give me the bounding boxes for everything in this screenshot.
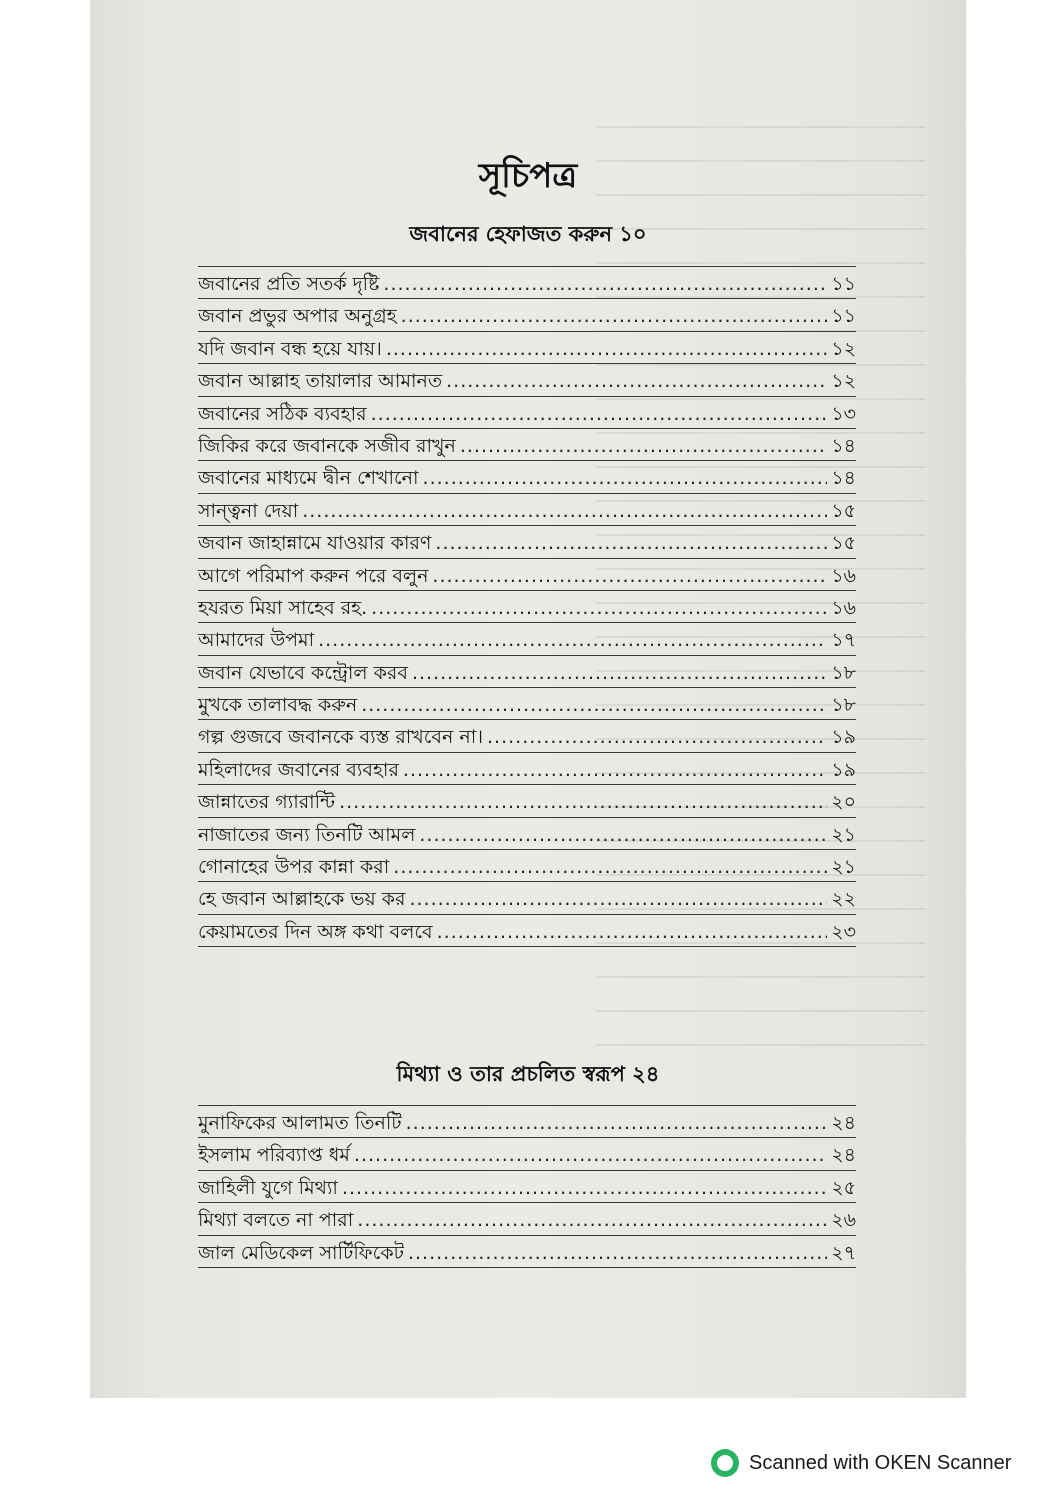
toc-entry [198, 298, 856, 330]
dot-leader [403, 759, 827, 781]
toc-entry [198, 1105, 856, 1137]
dot-leader [393, 856, 827, 878]
toc-entry-page-number: ১৩ [831, 402, 856, 425]
dot-leader [409, 888, 827, 910]
toc-entry-page-number: ১৫ [831, 532, 856, 555]
toc-entry-title: গোনাহের উপর কান্না করা [198, 856, 390, 879]
dot-leader [383, 273, 827, 295]
scanned-book-page [90, 0, 966, 1398]
toc-entry-page-number: ১১ [831, 273, 856, 295]
toc-entry [198, 655, 856, 687]
toc-entry-title: হে জবান আল্লাহকে ভয় কর [198, 888, 406, 911]
toc-entry-page-number: ১৪ [831, 434, 856, 457]
toc-entry [198, 493, 856, 525]
toc-entry [198, 881, 856, 913]
dot-leader [371, 403, 828, 425]
toc-entry-page-number: ১৬ [831, 596, 856, 619]
toc-entry-title: যদি জবান বন্ধ হয়ে যায়। [198, 337, 382, 360]
section-heading-2: মিথ্যা ও তার প্রচলিত স্বরূপ ২৪ [396, 1062, 660, 1086]
toc-entry-title: সান্ত্বনা দেয়া [198, 499, 299, 522]
toc-entry [198, 1170, 856, 1202]
dot-leader [361, 694, 827, 716]
toc-entry [198, 1235, 856, 1268]
dot-leader [357, 1209, 827, 1231]
toc-entry-page-number: ২১ [831, 856, 856, 879]
toc-entry-title: জাল মেডিকেল সার্টিফিকেট [198, 1241, 404, 1264]
toc-entry-title: জান্নাতের গ্যারান্টি [198, 791, 336, 814]
toc-entry [198, 1202, 856, 1234]
toc-entry [198, 817, 856, 849]
toc-entry-page-number: ২৬ [831, 1209, 856, 1232]
dot-leader [419, 824, 827, 846]
dot-leader [342, 1177, 827, 1199]
toc-entry-title: ইসলাম পরিব্যাপ্ত ধর্ম [198, 1144, 350, 1167]
toc-entry-title: জবানের মাধ্যমে দ্বীন শেখানো [198, 467, 419, 490]
toc-entry-page-number: ২৫ [831, 1176, 856, 1199]
toc-list-section-2 [198, 1105, 856, 1268]
toc-entry-title: জবান যেভাবে কন্ট্রোল করব [198, 661, 408, 684]
dot-leader [406, 1112, 828, 1134]
dot-leader [446, 370, 827, 392]
toc-entry [198, 1137, 856, 1169]
dot-leader [318, 629, 827, 651]
toc-entry-title: গল্প গুজবে জবানকে ব্যস্ত রাখবেন না। [198, 726, 484, 749]
toc-entry [198, 558, 856, 590]
toc-list-section-1 [198, 266, 856, 947]
toc-entry-page-number: ২৭ [831, 1241, 856, 1264]
toc-entry-page-number: ১৮ [831, 661, 856, 684]
toc-entry-title: কেয়ামতের দিন অঙ্গ কথা বলবে [198, 920, 433, 943]
toc-entry-title: জবানের প্রতি সতর্ক দৃষ্টি [198, 273, 380, 295]
toc-entry [198, 396, 856, 428]
toc-entry [198, 428, 856, 460]
dot-leader [487, 726, 827, 748]
toc-entry-page-number: ১৯ [831, 758, 856, 781]
toc-entry [198, 849, 856, 881]
toc-entry-page-number: ১২ [831, 370, 856, 393]
page-title: সূচিপত্র [478, 156, 578, 196]
toc-entry [198, 687, 856, 719]
toc-entry-page-number: ১৬ [831, 564, 856, 587]
dot-leader [460, 435, 827, 457]
toc-entry-page-number: ২১ [831, 823, 856, 846]
dot-leader [386, 338, 827, 360]
dot-leader [412, 662, 827, 684]
dot-leader [401, 305, 828, 327]
dot-leader [435, 532, 827, 554]
toc-entry [198, 752, 856, 784]
toc-entry-title: মুখকে তালাবদ্ধ করুন [198, 694, 358, 717]
toc-entry-title: মুনাফিকের আলামত তিনটি [198, 1112, 402, 1134]
dot-leader [339, 791, 827, 813]
toc-entry-page-number: ১৭ [831, 629, 856, 652]
dot-leader [302, 500, 827, 522]
oken-scanner-logo-icon [711, 1449, 739, 1477]
toc-entry [198, 590, 856, 622]
dot-leader [371, 597, 827, 619]
toc-entry-page-number: ১১ [831, 305, 856, 328]
toc-entry-page-number: ১৪ [831, 467, 856, 490]
toc-entry [198, 784, 856, 816]
toc-entry-title: হযরত মিয়া সাহেব রহ. [198, 596, 368, 619]
toc-entry-title: জবান জাহান্নামে যাওয়ার কারণ [198, 532, 432, 555]
dot-leader [423, 467, 828, 489]
toc-entry-title: আমাদের উপমা [198, 629, 315, 652]
toc-entry-page-number: ১২ [831, 337, 856, 360]
scanner-watermark-text: Scanned with OKEN Scanner [749, 1451, 1012, 1474]
toc-entry [198, 525, 856, 557]
dot-leader [354, 1144, 827, 1166]
toc-entry-title: জিকির করে জবানকে সজীব রাখুন [198, 434, 456, 457]
toc-entry-title: নাজাতের জন্য তিনটি আমল [198, 823, 416, 846]
toc-entry-title: জাহিলী যুগে মিথ্যা [198, 1176, 338, 1199]
toc-entry-title: মহিলাদের জবানের ব্যবহার [198, 758, 399, 781]
dot-leader [408, 1242, 827, 1264]
toc-entry [198, 266, 856, 298]
toc-entry-page-number: ২৪ [831, 1112, 856, 1134]
toc-entry-title: জবান আল্লাহ তায়ালার আমানত [198, 370, 443, 393]
section-heading-1: জবানের হেফাজত করুন ১০ [409, 222, 647, 246]
toc-entry-page-number: ১৮ [831, 694, 856, 717]
toc-entry-page-number: ১৯ [831, 726, 856, 749]
toc-entry-title: মিথ্যা বলতে না পারা [198, 1209, 354, 1232]
toc-entry-title: জবান প্রভুর অপার অনুগ্রহ [198, 305, 397, 328]
dot-leader [432, 565, 827, 587]
toc-entry-page-number: ২০ [831, 791, 856, 814]
toc-entry-page-number: ২৪ [831, 1144, 856, 1167]
scanner-watermark [711, 1449, 1011, 1477]
toc-entry-page-number: ২৩ [831, 920, 856, 943]
toc-entry [198, 460, 856, 492]
toc-entry-page-number: ২২ [831, 888, 856, 911]
toc-entry [198, 914, 856, 947]
toc-entry-title: জবানের সঠিক ব্যবহার [198, 402, 367, 425]
toc-entry-page-number: ১৫ [831, 499, 856, 522]
toc-entry-title: আগে পরিমাপ করুন পরে বলুন [198, 564, 429, 587]
toc-entry [198, 622, 856, 654]
toc-entry [198, 363, 856, 395]
toc-entry [198, 331, 856, 363]
dot-leader [437, 921, 828, 943]
toc-entry [198, 719, 856, 751]
